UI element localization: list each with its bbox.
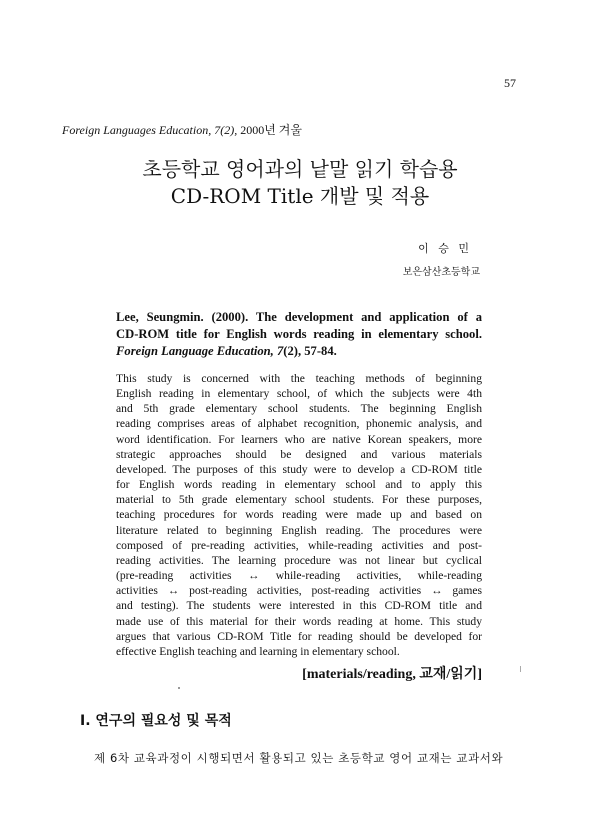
abstract-line: This study is concerned with the teaching methods of beginning [116,372,482,385]
citation-block [116,309,482,360]
abstract-line: strategic approaches should be designed and various materials [116,447,482,461]
abstract-line: word identification. For learners who are native Korean speakers, more [116,432,482,446]
paper-title-line-1: 초등학교 영어과의 낱말 읽기 학습용 [142,157,458,181]
abstract-line: argues that various CD-ROM Title for reading should be developed for [116,629,482,643]
abstract-line: and 5th grade elementary school students. The beginning English [116,402,482,416]
citation-journal: Foreign Language Education, [116,344,274,358]
abstract-line: material to 5th grade elementary school students. For these purposes, [116,493,482,507]
journal-volume: 7(2), [214,123,238,137]
page-number: 57 [504,76,516,90]
abstract-line: developed. The purposes of this study were to develop a CD-ROM title [116,462,482,476]
journal-reference [62,121,302,138]
citation-line-1: Lee, Seungmin. (2000). The development and application of a [116,310,482,324]
journal-name: Foreign Languages Education, [62,123,212,137]
section-heading: Ⅰ. 연구의 필요성 및 목적 [80,713,232,729]
scan-mark [520,666,521,672]
abstract-line: (pre-reading activities ↔ while-reading activities, while-reading [116,569,482,583]
abstract-line: composed of pre-reading activities, while-reading activities and post- [116,538,482,552]
abstract-line: reading activities. The learning procedure was not linear but cyclical [116,553,482,567]
abstract-line: teaching procedures for words reading were made up and based on [116,508,482,522]
body-text-line: 제 6차 교육과정이 시행되면서 활용되고 있는 초등학교 영어 교재는 교과서와 [94,751,504,765]
paper-title-line-2: CD-ROM Title 개발 및 적용 [170,184,430,208]
author-affiliation: 보은삼산초등학교 [402,267,480,278]
scan-speck [178,687,180,689]
journal-year-season: 2000년 겨울 [240,123,302,137]
abstract-line: English reading in elementary school, of which the subjects were 4th [116,387,482,401]
author-name: 이 승 민 [418,242,472,255]
keywords: [materials/reading, 교재/읽기] [302,667,482,682]
abstract-line: reading comprises areas of alphabet recognition, phonemic analysis, and [116,417,482,431]
abstract-line: activities ↔ post-reading activities, post-reading activities ↔ games [116,584,482,598]
abstract-line: literature related to beginning English reading. The procedures were [116,523,482,537]
abstract-line: effective English teaching and learning in elementary school. [116,644,400,658]
citation-line-2: CD-ROM title for English words reading in elementary school. [116,327,482,341]
abstract-line: for English words reading in elementary school and to apply this [116,478,482,492]
abstract-line: made use of this material for their words reading at home. This study [116,614,482,628]
abstract-line: and testing). The students were interested in this CD-ROM title and [116,599,482,613]
abstract [116,371,482,659]
citation-line-3 [116,343,482,360]
citation-volume: 7 [276,344,284,358]
citation-issue-pages: (2), 57-84. [283,344,337,358]
